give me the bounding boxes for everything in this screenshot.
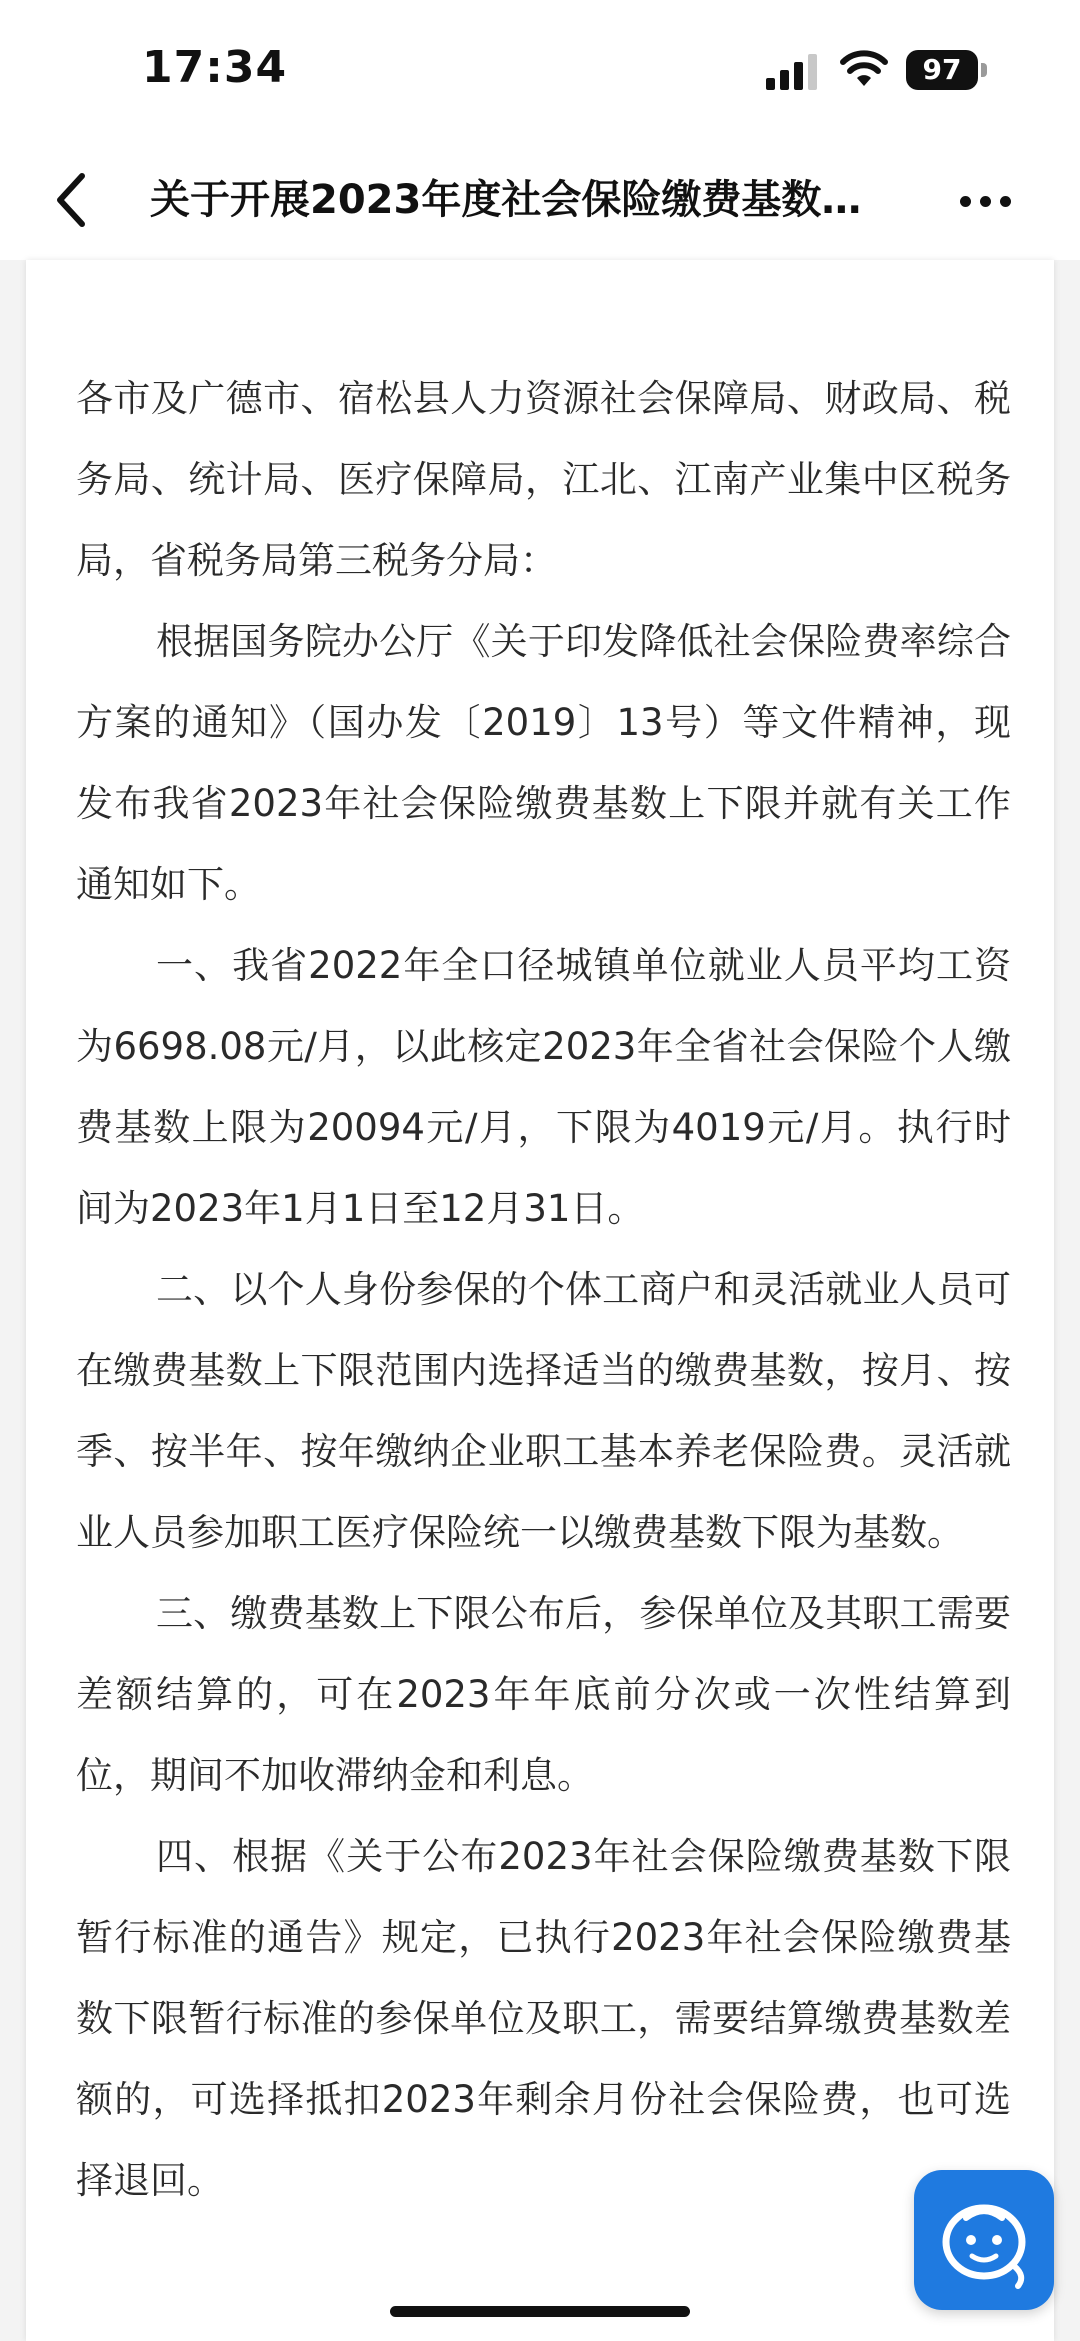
back-button[interactable]	[40, 162, 110, 238]
article-paragraph: 四、根据《关于公布2023年社会保险缴费基数下限暂行标准的通告》规定，已执行2023年社会保险缴费基数下限暂行标准的参保单位及职工，需要结算缴费基数差额的，可选择抵扣2023年剩余月份社会保险费，也可选择退回。	[76, 1835, 1011, 2202]
signal-icon	[766, 52, 818, 90]
page-title: 关于开展2023年度社会保险缴费基数…	[150, 177, 862, 223]
navigation-bar	[0, 140, 1080, 260]
more-dot	[1000, 196, 1011, 207]
battery-icon	[906, 50, 988, 90]
assistant-button[interactable]	[914, 2170, 1054, 2310]
robot-assistant-icon	[914, 2170, 1054, 2310]
status-time: 17:34	[142, 42, 288, 93]
article-paragraph: 根据国务院办公厅《关于印发降低社会保险费率综合方案的通知》（国办发〔2019〕13号）等文件精神，现发布我省2023年社会保险缴费基数上下限并就有关工作通知如下。	[76, 620, 1011, 906]
battery-level: 97	[906, 50, 978, 90]
article-body	[76, 358, 1011, 2221]
article-paragraph: 各市及广德市、宿松县人力资源社会保障局、财政局、税务局、统计局、医疗保障局，江北、江南产业集中区税务局，省税务局第三税务分局：	[76, 377, 1011, 582]
battery-cap	[981, 63, 987, 77]
content-area[interactable]	[0, 260, 1080, 2341]
article-card	[26, 260, 1054, 2341]
status-bar	[0, 0, 1080, 140]
wifi-icon	[838, 48, 890, 88]
more-dot	[980, 196, 991, 207]
more-dot	[960, 196, 971, 207]
article-paragraph: 一、我省2022年全口径城镇单位就业人员平均工资为6698.08元/月，以此核定2023年全省社会保险个人缴费基数上限为20094元/月，下限为4019元/月。执行时间为2023年1月1日至12月31日。	[76, 944, 1011, 1230]
article-paragraph: 二、以个人身份参保的个体工商户和灵活就业人员可在缴费基数上下限范围内选择适当的缴费基数，按月、按季、按半年、按年缴纳企业职工基本养老保险费。灵活就业人员参加职工医疗保险统一以缴费基数下限为基数。	[76, 1268, 1011, 1554]
article-paragraph: 三、缴费基数上下限公布后，参保单位及其职工需要差额结算的，可在2023年年底前分次或一次性结算到位，期间不加收滞纳金和利息。	[76, 1592, 1011, 1797]
more-button[interactable]	[950, 176, 1020, 226]
chevron-left-icon	[40, 162, 110, 238]
home-indicator[interactable]	[390, 2306, 690, 2317]
